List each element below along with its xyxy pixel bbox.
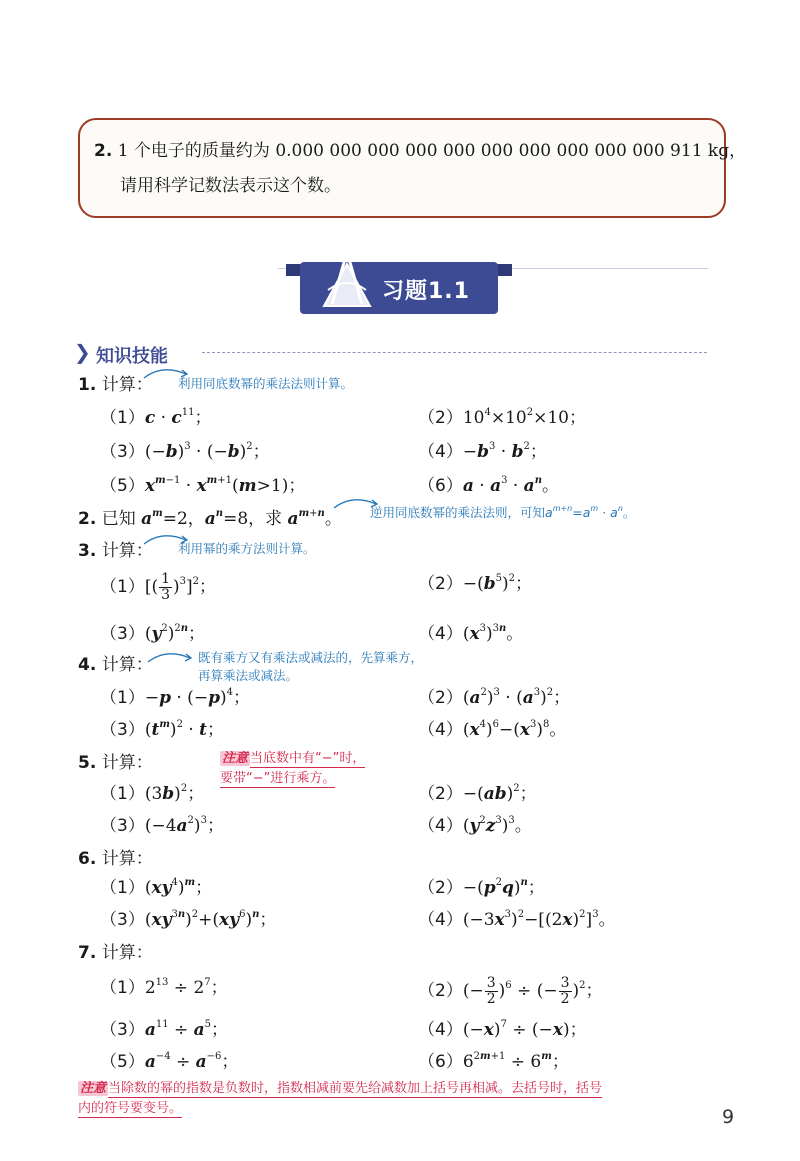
q4-label: 计算： [101,655,153,675]
q4-item-4: $(4)(x^4)^6-(x^3)^8$。 [418,719,567,740]
q2-prompt: 2. 已知 $a^m=2$，$a^n=8$，求 $a^{m+n}$。 [78,508,342,529]
q7-prompt [78,942,153,964]
q1-label: 计算： [101,375,153,395]
q6-item-3: $(3)(xy^{3n})^2+(xy^6)^n$； [100,909,277,930]
q1-hint: 利用同底数幂的乘法法则计算。 [178,376,354,391]
q7-item-2: （2）(− $\frac{3}{2}$ )$^6$ ÷ (− $\frac{3}{2}$ )$^2$； [418,975,603,1007]
q6-item-4: $(4)(-3x^3)^2-[(2x)^2]^3$。 [418,909,616,930]
q5-prompt [78,752,153,774]
q6-number: 6. [78,849,97,869]
q6-item-1: $(1)(xy^4)^m$； [100,877,213,898]
q5-label: 计算： [101,753,153,773]
page-number: 9 [722,1106,735,1128]
q3-label: 计算： [101,541,153,561]
q1-item-6: $(6)a \cdot a^3 \cdot a^n$。 [418,475,559,496]
bottom-note-2: 内的符号要变号。 [78,1101,183,1116]
q2-hint: 逆用同底数幂的乘法法则，可知$a^{m+n}=a^m \cdot a^n$。 [370,504,636,520]
q4-item-1: $(1)-p \cdot (-p)^4$； [100,687,250,708]
q4-hint-2: 再算乘法或减法。 [198,668,299,683]
q5-number: 5. [78,753,97,773]
q1-item-2: $(2)10^4\times 10^2\times 10$； [418,407,586,428]
q2-label: 已知 [101,509,136,529]
q3-item-2: $(2)-(b^5)^2$； [418,573,532,594]
section-title: 知识技能 [96,346,168,367]
q7-item-4: $(4)(-x)^7 \div (-x)$； [418,1019,587,1040]
q4-prompt [78,654,153,676]
q4-item-3: $(3)(t^m)^2 \cdot t$； [100,719,225,740]
q7-item-1: $(1)2^{13} \div 2^7$； [100,977,228,998]
q1-number: 1. [78,375,97,395]
q3-hint: 利用幂的乘方法则计算。 [178,541,316,556]
q1-item-4: $(4)-b^3 \cdot b^2$； [418,441,547,462]
chevron-right-icon: ❯ [74,340,91,364]
bottom-note-1: 注意 当除数的幂的指数是负数时，指数相减前要先给减数加上括号再相减。去括号时，括号 [80,1081,603,1096]
q3-item-1: （1）[( $\frac{1}{3}$ )$^3$]$^2$； [100,571,217,603]
q5-note-2: 要带“−”进行乘方。 [220,771,336,786]
q5-item-3: $(3)(-4a^2)^3$； [100,815,224,836]
q4-item-2: $(2)(a^2)^3 \cdot (a^3)^2$； [418,687,571,708]
q4-number: 4. [78,655,97,675]
exercise-number: 2. [94,141,113,161]
q5-item-2: （2）−(ab)$^2$； [418,783,537,804]
hint-arrow-icon [146,648,196,664]
q4-hint-1: 既有乘方又有乘法或减法的，先算乘方， [198,650,424,665]
q2-number: 2. [78,509,97,529]
compass-triangle-icon [318,246,376,316]
q6-label: 计算： [101,849,153,869]
section-banner [300,262,498,314]
q7-item-5: $(5)a^{-4} \div a^{-6}$； [100,1051,239,1072]
q6-prompt [78,848,153,870]
q5-note-1: 注意 当底数中有“−”时， [222,751,366,766]
q7-number: 7. [78,943,97,963]
q5-item-1: $(1)(3b)^2$； [100,783,205,804]
q5-item-4: $(4)(y^2z^3)^3$。 [418,815,532,836]
exercise-text-1: 1 个电子的质量约为 0.000 000 000 000 000 000 000 000 000 000 911 kg， [117,141,747,161]
exercise-line-2: 请用科学记数法表示这个数。 [120,176,341,196]
q6-item-2: $(2)-(p^2q)^n$； [418,877,545,898]
q1-item-5: $(5)x^{m-1} \cdot x^{m+1}(m>1)$； [100,475,306,496]
section-rule [202,352,707,353]
exercise-line-1 [94,140,746,162]
q3-number: 3. [78,541,97,561]
q3-item-3: $(3)(y^2)^{2n}$； [100,623,206,644]
exercise-box [78,118,747,218]
q1-item-1: $(1)c \cdot c^{11}$； [100,407,212,428]
q7-item-3: $(3)a^{11} \div a^5$； [100,1019,229,1040]
q7-label: 计算： [101,943,153,963]
q1-item-3: $(3)(-b)^3 \cdot (-b)^2$； [100,441,270,462]
q3-item-4: $(4)(x^3)^{3n}$。 [418,623,524,644]
banner-title: 习题1.1 [382,279,470,304]
q7-item-6: $(6)6^{2m+1} \div 6^m$； [418,1051,569,1072]
